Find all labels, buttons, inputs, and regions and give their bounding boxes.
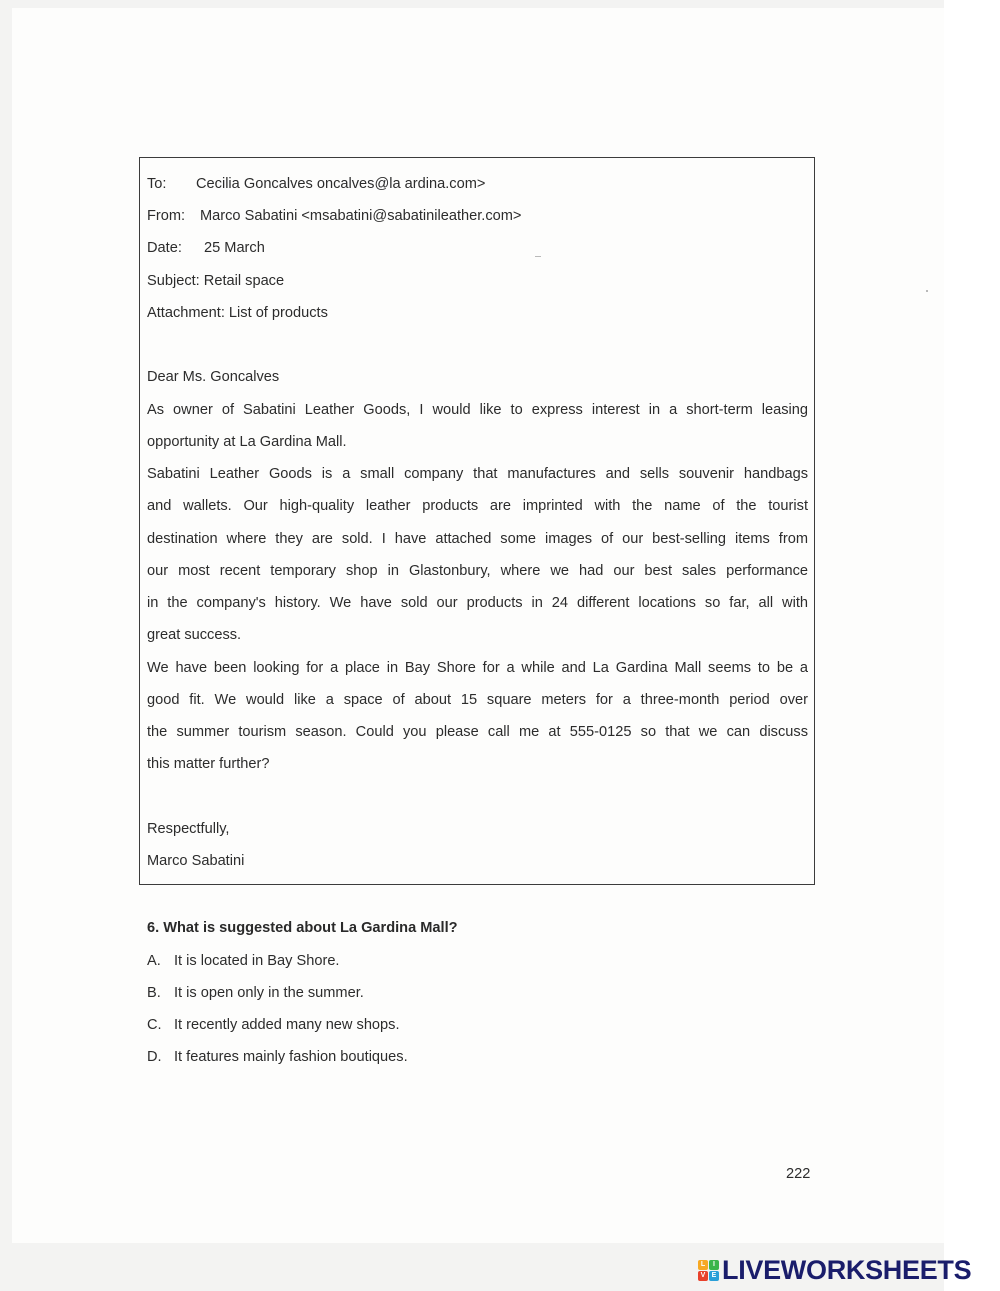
logo-mark-cell: V — [698, 1271, 708, 1281]
date-value: 25 March — [204, 240, 265, 256]
para3-line: We have been looking for a place in Bay Shore for a while and La Gardina Mall seems to be a — [147, 660, 808, 676]
option-letter: A. — [147, 953, 161, 969]
answer-option-c[interactable] — [147, 1017, 400, 1033]
email-signature: Marco Sabatini — [147, 853, 245, 869]
logo-text: LIVEWORKSHEETS — [722, 1254, 972, 1285]
option-letter: C. — [147, 1017, 162, 1033]
para2-line: great success. — [147, 627, 242, 643]
para1-line: opportunity at La Gardina Mall. — [147, 434, 347, 450]
email-subject: Subject: Retail space — [147, 273, 285, 289]
question-text: 6. What is suggested about La Gardina Mall? — [147, 920, 458, 936]
para3-line: the summer tourism season. Could you please call me at 555-0125 so that we can discuss — [147, 724, 808, 740]
scan-speck — [926, 290, 928, 292]
option-text: It features mainly fashion boutiques. — [174, 1049, 408, 1065]
logo-mark-icon — [698, 1260, 719, 1281]
email-date-line — [147, 240, 265, 256]
email-attachment: Attachment: List of products — [147, 305, 328, 321]
option-letter: B. — [147, 985, 161, 1001]
option-text: It is open only in the summer. — [174, 985, 364, 1001]
page-number: 222 — [786, 1166, 811, 1182]
para2-line: destination where they are sold. I have attached some images of our best-selling items from — [147, 531, 808, 547]
scan-speck — [535, 256, 541, 257]
from-label: From: — [147, 208, 186, 224]
para2-line: and wallets. Our high-quality leather products are imprinted with the name of the tourist — [147, 498, 808, 514]
email-closing: Respectfully, — [147, 821, 230, 837]
answer-option-a[interactable] — [147, 953, 339, 969]
logo-mark-cell: I — [709, 1260, 719, 1270]
option-text: It recently added many new shops. — [174, 1017, 400, 1033]
liveworksheets-logo[interactable] — [698, 1255, 971, 1285]
para3-line: good fit. We would like a space of about 15 square meters for a three-month period over — [147, 692, 808, 708]
para1-line: As owner of Sabatini Leather Goods, I would like to express interest in a short-term leasing — [147, 402, 808, 418]
answer-option-b[interactable] — [147, 985, 364, 1001]
email-greeting: Dear Ms. Goncalves — [147, 369, 280, 385]
answer-option-d[interactable] — [147, 1049, 408, 1065]
option-text: It is located in Bay Shore. — [174, 953, 340, 969]
logo-mark-cell: L — [698, 1260, 708, 1270]
para2-line: in the company's history. We have sold our products in 24 different locations so far, all with — [147, 595, 808, 611]
to-value: Cecilia Goncalves oncalves@la ardina.com> — [196, 176, 486, 192]
from-value: Marco Sabatini <msabatini@sabatinileather.com> — [200, 208, 522, 224]
email-frame — [139, 157, 815, 885]
date-label: Date: — [147, 240, 182, 256]
para2-line: our most recent temporary shop in Glastonbury, where we had our best sales performance — [147, 563, 808, 579]
option-letter: D. — [147, 1049, 162, 1065]
email-to-line — [147, 176, 485, 192]
scan-margin — [944, 0, 1000, 1291]
email-from-line — [147, 208, 521, 224]
logo-mark-cell: E — [709, 1271, 719, 1281]
to-label: To: — [147, 176, 167, 192]
para2-line: Sabatini Leather Goods is a small company that manufactures and sells souvenir handbags — [147, 466, 808, 482]
para3-line: this matter further? — [147, 756, 270, 772]
